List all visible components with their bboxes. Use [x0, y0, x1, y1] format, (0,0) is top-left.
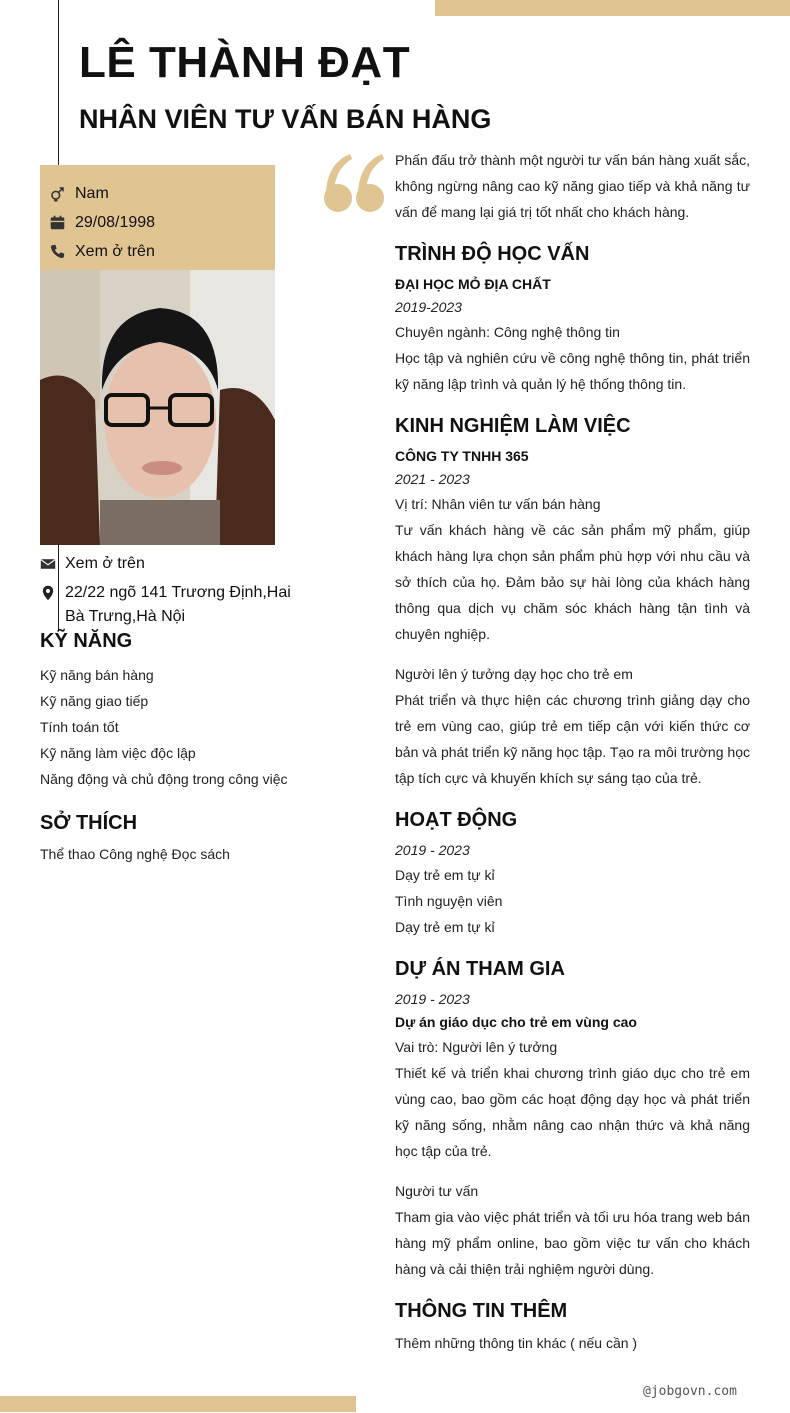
project-description: Thiết kế và triển khai chương trình giáo dục cho trẻ em vùng cao, bao gồm các hoạt động dạy học và phát triển kỹ năng sống, nhằm nâng cao nhận thức và khả năng học tập của trẻ.: [395, 1065, 750, 1159]
project-description-2: Tham gia vào việc phát triển và tối ưu hóa trang web bán hàng mỹ phẩm online, bao gồm việc tư vấn cho khách hàng và cải thiện trải nghiệm người dùng.: [395, 1209, 750, 1277]
skills-heading: KỸ NĂNG: [40, 630, 133, 652]
education-period: 2019-2023: [395, 299, 462, 315]
experience-description: Tư vấn khách hàng về các sản phẩm mỹ phẩm, giúp khách hàng lựa chọn sản phẩm phù hợp với nhu cầu và sở thích của họ. Đảm bảo sự hài lòng của khách hàng thông qua dịch vụ chăm sóc khách hàng tận tình và chuyên nghiệp.: [395, 522, 750, 642]
hobbies-heading: SỞ THÍCH: [40, 812, 138, 834]
candidate-name: LÊ THÀNH ĐẠT: [79, 38, 411, 87]
activities-heading: HOẠT ĐỘNG: [395, 809, 518, 831]
education-heading: TRÌNH ĐỘ HỌC VẤN: [395, 243, 590, 265]
skills-list: [40, 662, 288, 792]
school-name: ĐẠI HỌC MỎ ĐỊA CHẤT: [395, 276, 551, 292]
calendar-icon: [49, 214, 66, 231]
bottom-accent-bar: [0, 1396, 356, 1412]
education-major: Chuyên ngành: Công nghệ thông tin: [395, 324, 620, 340]
experience-description-2: Phát triển và thực hiện các chương trình giảng dạy cho trẻ em vùng cao, giúp trẻ em tiếp cận với kiến thức cơ bản và phát triển kỹ năng học tập. Tạo ra môi trường học tập tích cực và khuyến khích sự sáng tạo của trẻ.: [395, 692, 750, 786]
phone-value: Xem ở trên: [75, 242, 155, 260]
project-period: 2019 - 2023: [395, 991, 470, 1007]
birthday-row: [40, 208, 275, 237]
project-role: Vai trò: Người lên ý tưởng: [395, 1039, 558, 1055]
skill-item: Năng động và chủ động trong công việc: [40, 771, 288, 787]
address-row: [40, 581, 300, 629]
activities-period: 2019 - 2023: [395, 842, 470, 858]
company-name: CÔNG TY TNHH 365: [395, 448, 529, 464]
skill-item: Tính toán tốt: [40, 719, 119, 735]
phone-icon: [49, 243, 66, 260]
skill-item: Kỹ năng bán hàng: [40, 667, 154, 683]
projects-heading: DỰ ÁN THAM GIA: [395, 958, 565, 980]
activity-item: Dạy trẻ em tự kỉ: [395, 919, 495, 935]
email-row: [40, 552, 300, 576]
extra-info-heading: THÔNG TIN THÊM: [395, 1300, 568, 1322]
birthday-value: 29/08/1998: [75, 213, 156, 231]
spacer: [395, 1164, 750, 1178]
gender-row: [40, 179, 275, 208]
divider-line: [58, 0, 59, 165]
profile-photo: [40, 270, 275, 545]
activity-item: Tình nguyện viên: [395, 893, 503, 909]
activity-item: Dạy trẻ em tự kỉ: [395, 867, 495, 883]
personal-info-box: [40, 165, 275, 270]
contact-block: [40, 552, 300, 634]
experience-position: Vị trí: Nhân viên tư vấn bán hàng: [395, 496, 601, 512]
extra-info-text: Thêm những thông tin khác ( nếu cần ): [395, 1335, 638, 1351]
phone-row: [40, 237, 275, 266]
hobbies-text: Thể thao Công nghệ Đọc sách: [40, 846, 230, 862]
experience-heading: KINH NGHIỆM LÀM VIỆC: [395, 415, 631, 437]
email-value: Xem ở trên: [65, 555, 145, 572]
gender-value: Nam: [75, 184, 109, 202]
career-objective: Phấn đấu trở thành một người tư vấn bán hàng xuất sắc, không ngừng nâng cao kỹ năng giao tiếp và khả năng tư vấn để mang lại giá trị tốt nhất cho khách hàng.: [395, 152, 750, 220]
quote-icon: [322, 150, 388, 221]
footer-watermark: @jobgovn.com: [643, 1384, 737, 1399]
skill-item: Kỹ năng giao tiếp: [40, 693, 149, 709]
mail-icon: [40, 556, 56, 572]
project-role-2: Người tư vấn: [395, 1183, 479, 1199]
skill-item: Kỹ năng làm việc độc lập: [40, 745, 196, 761]
experience-period: 2021 - 2023: [395, 471, 470, 487]
education-description: Học tập và nghiên cứu về công nghệ thông tin, phát triển kỹ năng lập trình và quản lý hệ thống thông tin.: [395, 350, 750, 392]
project-name: Dự án giáo dục cho trẻ em vùng cao: [395, 1014, 637, 1030]
location-icon: [40, 585, 56, 601]
top-accent-bar: [435, 0, 790, 16]
spacer: [395, 647, 750, 661]
gender-icon: [49, 185, 66, 202]
address-value: 22/22 ngõ 141 Trương Định,Hai Bà Trưng,Hà Nội: [65, 584, 291, 625]
job-title: NHÂN VIÊN TƯ VẤN BÁN HÀNG: [79, 104, 492, 134]
main-column: [395, 147, 750, 1356]
experience-role-2: Người lên ý tưởng dạy học cho trẻ em: [395, 666, 633, 682]
